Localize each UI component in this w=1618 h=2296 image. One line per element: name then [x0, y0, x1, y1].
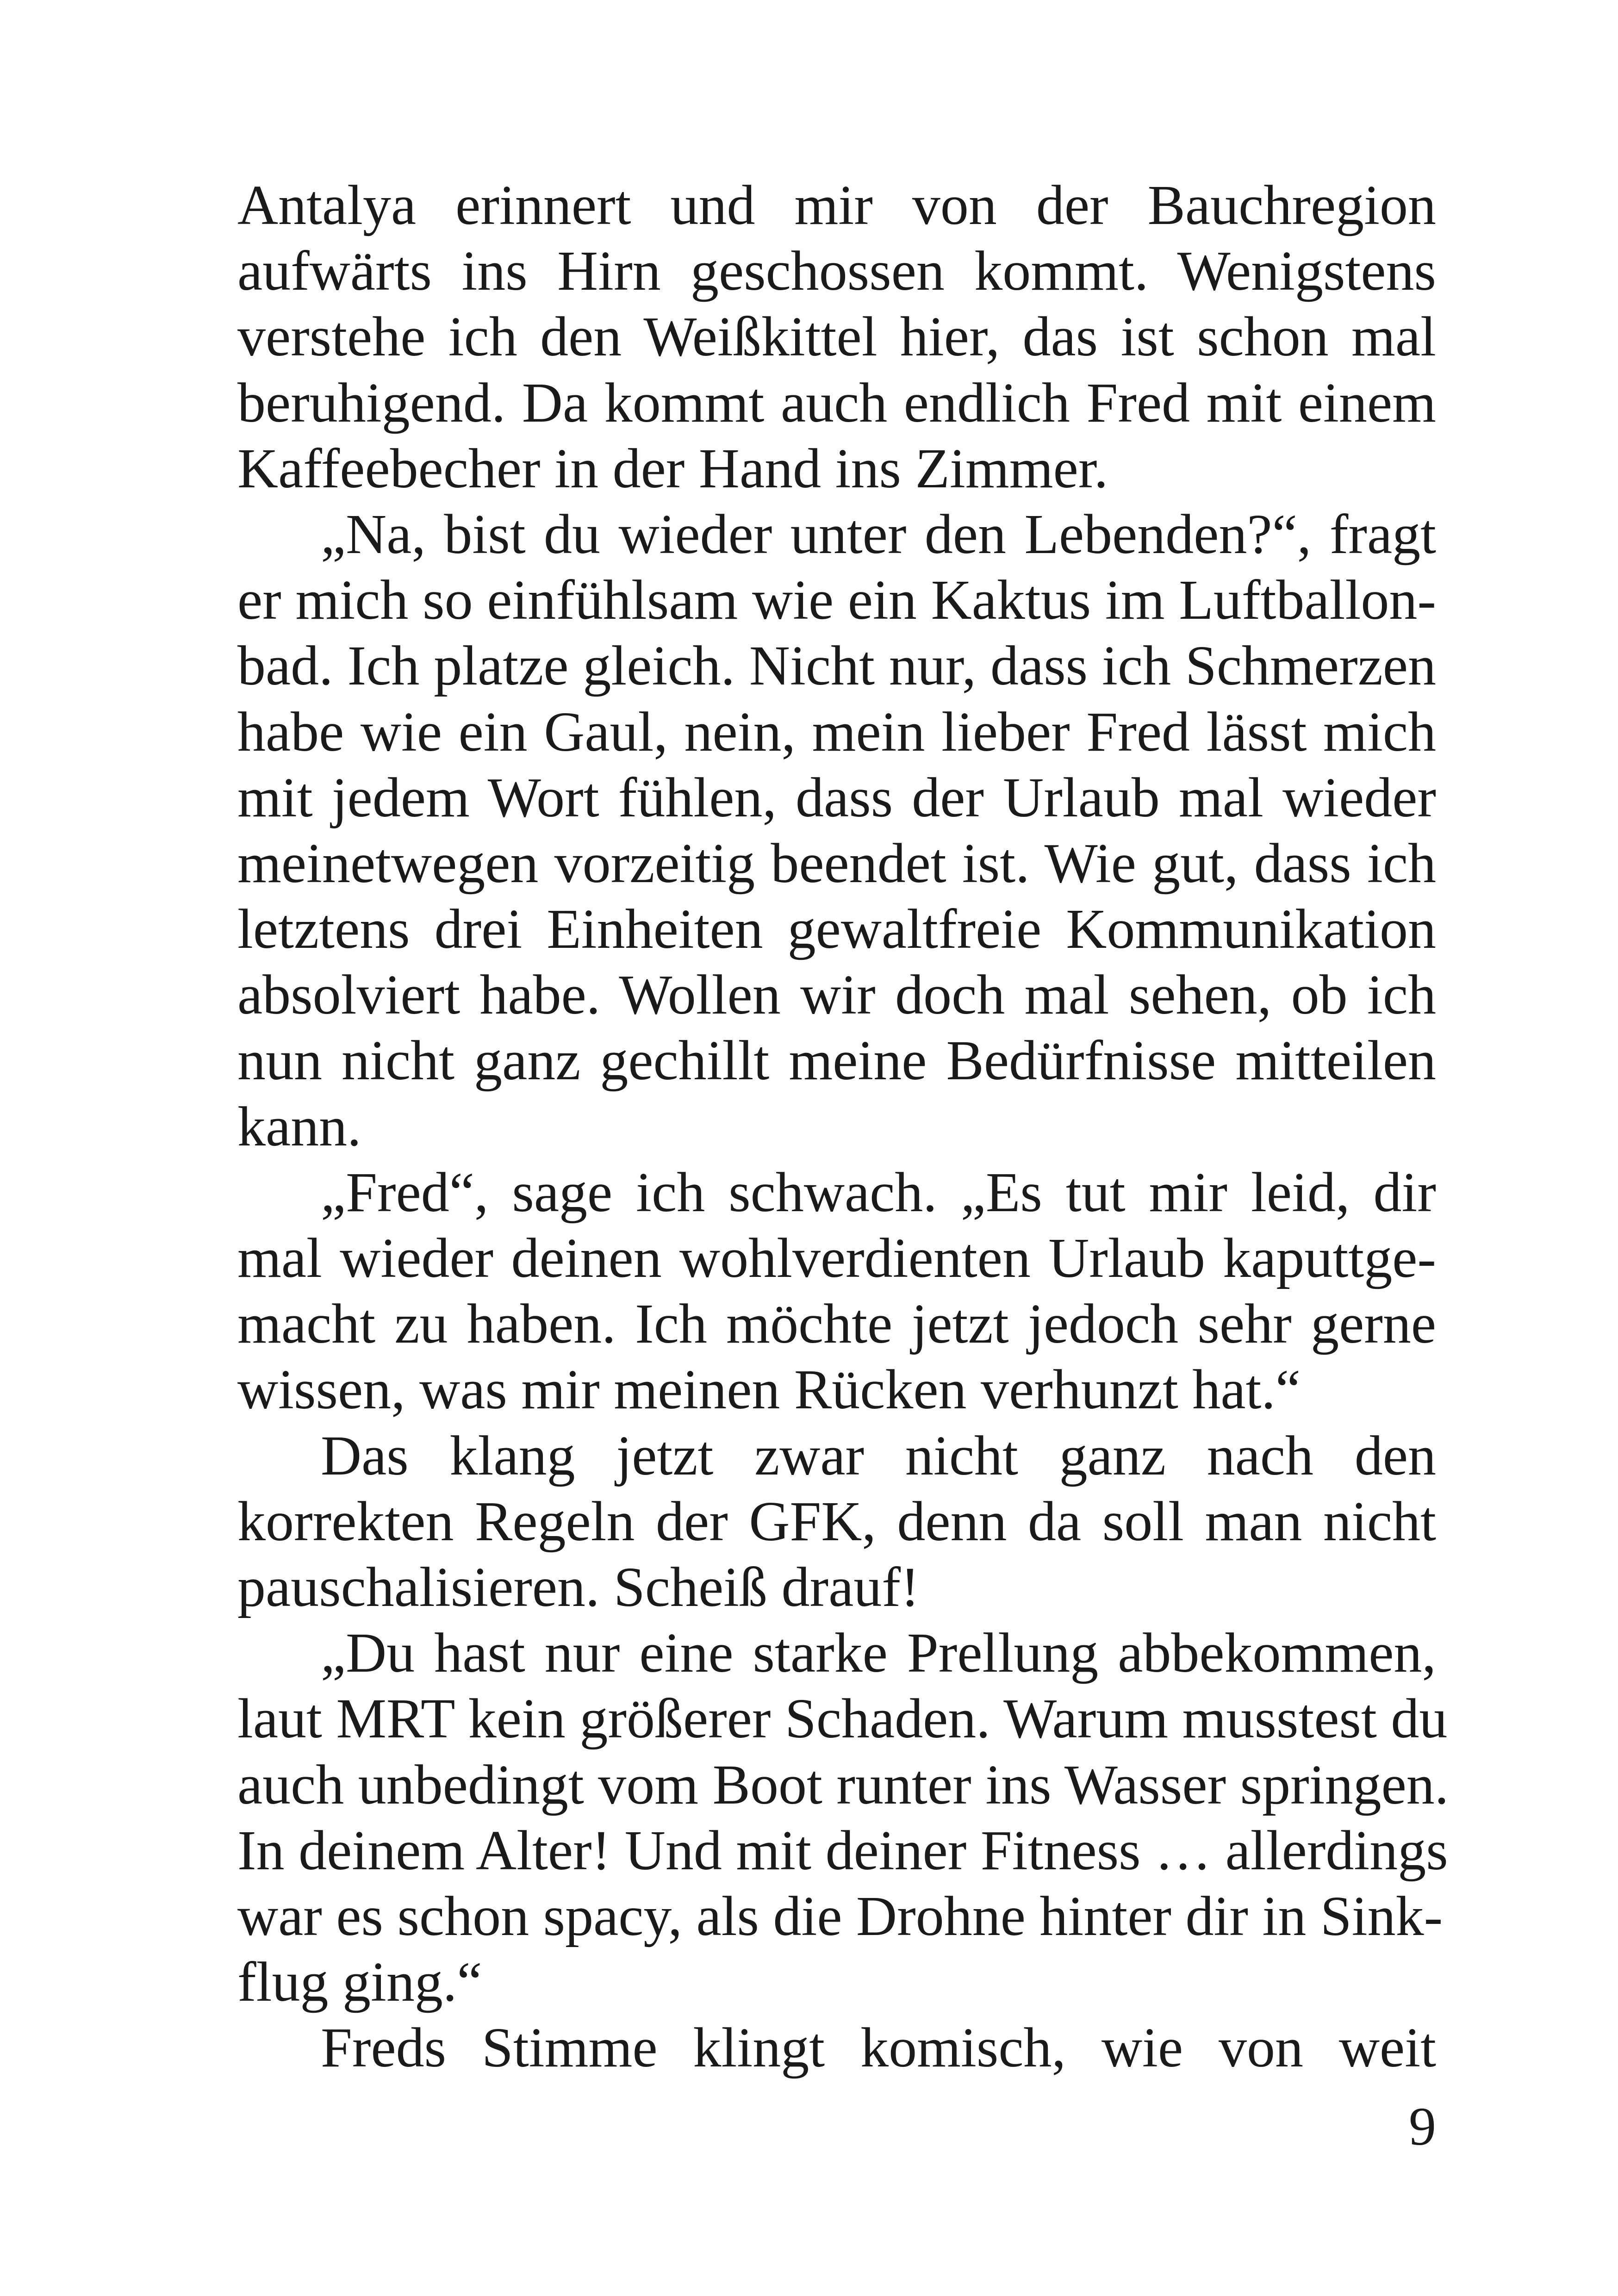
text-line: meinetwegen vorzeitig beendet ist. Wie gut, dass ich: [237, 832, 1436, 895]
text-line: absolviert habe. Wollen wir doch mal sehen, ob ich: [237, 964, 1436, 1027]
text-line: macht zu haben. Ich möchte jetzt jedoch sehr gerne: [237, 1293, 1436, 1356]
text-line: „Fred“, sage ich schwach. „Es tut mir leid, dir: [321, 1161, 1436, 1224]
text-line: er mich so einfühlsam wie ein Kaktus im Luftballon-: [237, 569, 1436, 632]
text-line: bad. Ich platze gleich. Nicht nur, dass ich Schmerzen: [237, 635, 1436, 697]
text-line: wissen, was mir meinen Rücken verhunzt hat.“: [237, 1358, 1301, 1421]
text-line: korrekten Regeln der GFK, denn da soll man nicht: [237, 1490, 1436, 1553]
text-line: letztens drei Einheiten gewaltfreie Kommunikation: [237, 898, 1436, 961]
text-line: Freds Stimme klingt komisch, wie von weit: [321, 2016, 1436, 2079]
text-line: beruhigend. Da kommt auch endlich Fred mit einem: [237, 371, 1436, 434]
text-line: „Na, bist du wieder unter den Lebenden?“, fragt: [321, 503, 1436, 566]
text-line: nun nicht ganz gechillt meine Bedürfnisse mitteilen: [237, 1029, 1436, 1092]
text-line: habe wie ein Gaul, nein, mein lieber Fred lässt mich: [237, 700, 1436, 763]
text-line: Kaffeebecher in der Hand ins Zimmer.: [237, 437, 1108, 500]
text-line: auch unbedingt vom Boot runter ins Wasser springen.: [237, 1753, 1449, 1816]
text-line: kann.: [237, 1095, 361, 1158]
text-line: flug ging.“: [237, 1951, 482, 2014]
text-line: „Du hast nur eine starke Prellung abbekommen,: [321, 1622, 1436, 1685]
text-line: mal wieder deinen wohlverdienten Urlaub kaputtge-: [237, 1227, 1436, 1289]
text-line: verstehe ich den Weißkittel hier, das ist schon mal: [237, 305, 1436, 368]
text-line: mit jedem Wort fühlen, dass der Urlaub mal wieder: [237, 766, 1436, 829]
book-text: [237, 173, 1449, 2081]
text-line: war es schon spacy, als die Drohne hinter dir in Sink-: [237, 1885, 1443, 1948]
text-line: In deinem Alter! Und mit deiner Fitness … allerdings: [237, 1819, 1448, 1882]
text-line: laut MRT kein größerer Schaden. Warum musstest du: [237, 1687, 1448, 1750]
text-line: aufwärts ins Hirn geschossen kommt. Wenigstens: [237, 240, 1436, 303]
text-line: pauschalisieren. Scheiß drauf!: [237, 1556, 920, 1618]
text-line: Das klang jetzt zwar nicht ganz nach den: [321, 1424, 1436, 1487]
page-number: 9: [1409, 2096, 1436, 2157]
text-line: Antalya erinnert und mir von der Bauchregion: [237, 174, 1436, 236]
